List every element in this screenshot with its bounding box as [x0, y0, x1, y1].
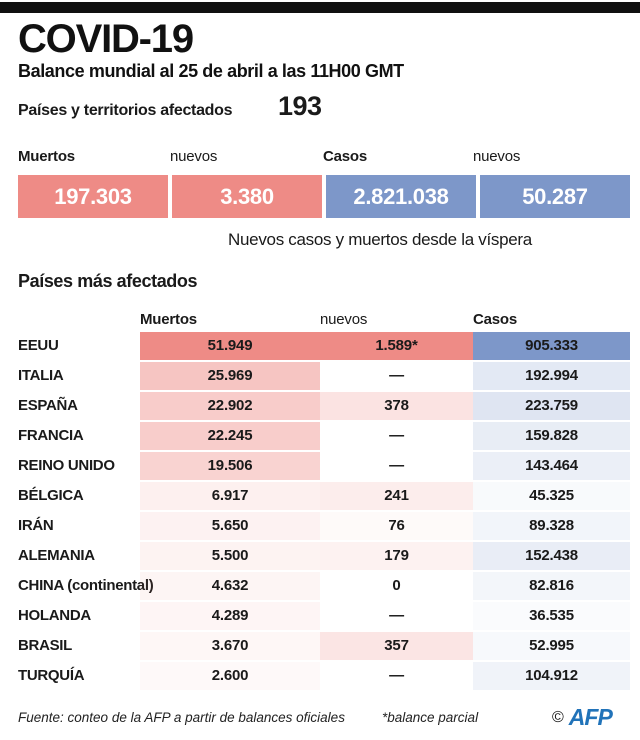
top-bar [0, 2, 640, 13]
table-header-muertos: Muertos [140, 311, 197, 328]
summary-caption: Nuevos casos y muertos desde la víspera [228, 230, 532, 249]
table-cell-nuevos: — [389, 667, 404, 684]
summary-header-casos: Casos [323, 148, 368, 165]
table-cell-muertos: 6.917 [140, 482, 320, 510]
summary-header-muertos: Muertos [18, 148, 75, 165]
page-title: COVID-19 [18, 17, 193, 61]
table-cell-casos: 143.464 [473, 452, 630, 480]
table-header-nuevos: nuevos [320, 311, 368, 328]
country-label: TURQUÍA [18, 667, 85, 684]
country-label: IRÁN [18, 517, 54, 534]
country-label: EEUU [18, 337, 59, 354]
table-cell-muertos: 5.650 [140, 512, 320, 540]
country-label: ALEMANIA [18, 547, 95, 564]
table-row [0, 482, 640, 512]
table-row [0, 602, 640, 632]
table-cell-muertos: 5.500 [140, 542, 320, 570]
country-label: BÉLGICA [18, 487, 84, 504]
table-row [0, 662, 640, 692]
table-cell-nuevos: 179 [320, 542, 473, 570]
table-title: Países más afectados [18, 271, 198, 291]
summary-box-muertos: 197.303 [18, 175, 168, 218]
table-cell-casos: 192.994 [473, 362, 630, 390]
afp-logo [552, 704, 612, 731]
summary-box-casos-nuevos: 50.287 [480, 175, 630, 218]
table-cell-nuevos: — [389, 607, 404, 624]
summary-header-casos-nuevos: nuevos [473, 148, 521, 165]
table-cell-nuevos: 76 [320, 512, 473, 540]
table-cell-nuevos: — [389, 427, 404, 444]
table-cell-casos: 152.438 [473, 542, 630, 570]
table-cell-casos: 36.535 [473, 602, 630, 630]
table-cell-casos: 159.828 [473, 422, 630, 450]
country-label: ITALIA [18, 367, 64, 384]
table-row [0, 332, 640, 362]
table-cell-muertos: 25.969 [140, 362, 320, 390]
table-header-casos: Casos [473, 311, 518, 328]
copyright-icon: © [552, 708, 564, 726]
table-cell-casos: 82.816 [473, 572, 630, 600]
country-label: ESPAÑA [18, 397, 78, 414]
affected-countries-label: Países y territorios afectados [18, 102, 233, 119]
countries-table [0, 332, 640, 692]
table-row [0, 452, 640, 482]
country-label: FRANCIA [18, 427, 84, 444]
table-cell-nuevos: — [389, 367, 404, 384]
page-subtitle: Balance mundial al 25 de abril a las 11H00 GMT [18, 61, 404, 81]
summary-header-muertos-nuevos: nuevos [170, 148, 218, 165]
source-note: Fuente: conteo de la AFP a partir de balances oficiales [18, 710, 345, 725]
table-cell-muertos: 22.902 [140, 392, 320, 420]
table-row [0, 392, 640, 422]
table-row [0, 542, 640, 572]
table-cell-muertos: 4.289 [140, 602, 320, 630]
summary-box-muertos-nuevos: 3.380 [172, 175, 322, 218]
country-label: HOLANDA [18, 607, 91, 624]
table-cell-nuevos: 241 [320, 482, 473, 510]
table-cell-nuevos: — [389, 457, 404, 474]
table-cell-casos: 223.759 [473, 392, 630, 420]
country-label: BRASIL [18, 637, 73, 654]
table-cell-muertos: 19.506 [140, 452, 320, 480]
country-label: REINO UNIDO [18, 457, 115, 474]
summary-box-casos: 2.821.038 [326, 175, 476, 218]
table-row [0, 632, 640, 662]
table-cell-nuevos: 1.589* [320, 332, 473, 360]
table-row [0, 512, 640, 542]
table-cell-muertos: 51.949 [140, 332, 320, 360]
summary-boxes [18, 175, 630, 218]
table-cell-muertos: 4.632 [140, 572, 320, 600]
table-cell-casos: 45.325 [473, 482, 630, 510]
table-cell-muertos: 2.600 [140, 662, 320, 690]
table-cell-casos: 89.328 [473, 512, 630, 540]
table-cell-nuevos: 357 [320, 632, 473, 660]
table-row [0, 572, 640, 602]
afp-logo-text: AFP [568, 704, 612, 730]
table-row [0, 362, 640, 392]
partial-balance-note: *balance parcial [382, 710, 479, 725]
table-cell-nuevos: 378 [320, 392, 473, 420]
table-cell-casos: 104.912 [473, 662, 630, 690]
table-row [0, 422, 640, 452]
table-cell-muertos: 3.670 [140, 632, 320, 660]
table-cell-casos: 905.333 [473, 332, 630, 360]
affected-countries-value: 193 [278, 91, 322, 121]
table-cell-nuevos: 0 [392, 577, 401, 594]
table-cell-casos: 52.995 [473, 632, 630, 660]
table-cell-muertos: 22.245 [140, 422, 320, 450]
country-label: CHINA (continental) [18, 577, 154, 594]
